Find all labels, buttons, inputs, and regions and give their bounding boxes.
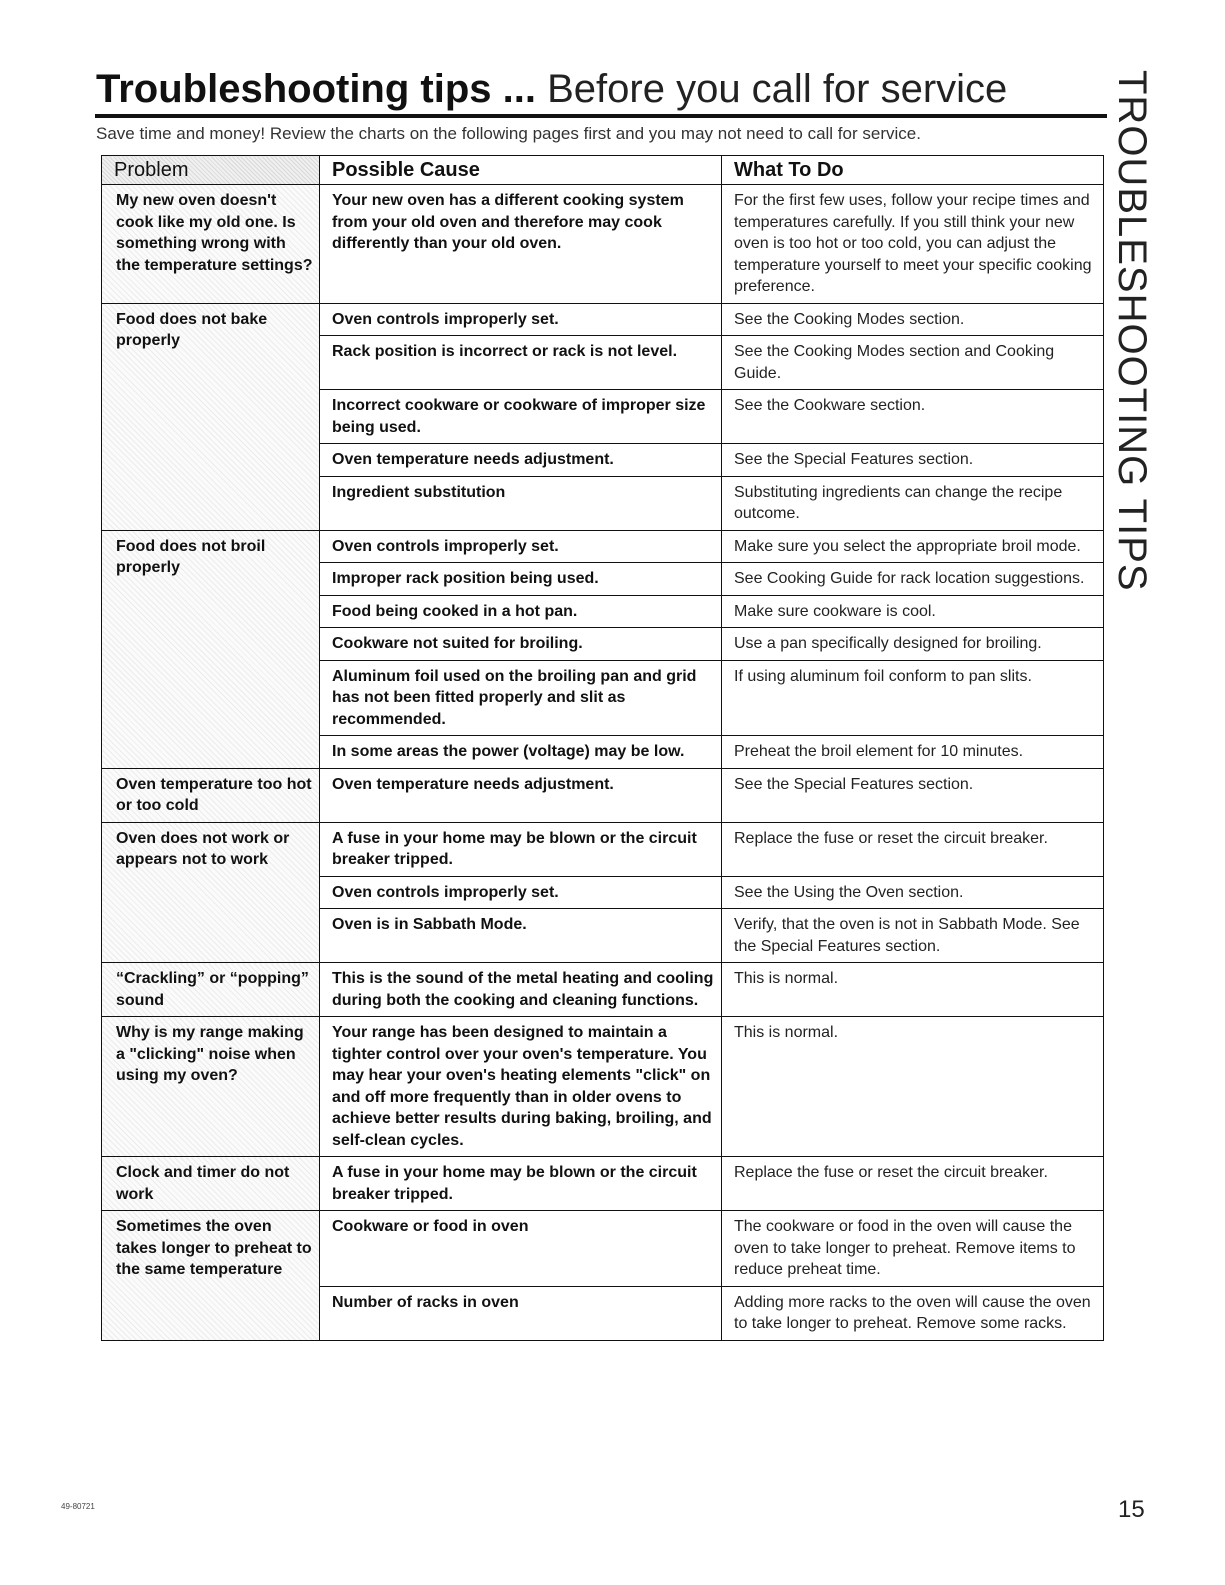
- cause-cell: Ingredient substitution: [320, 476, 722, 530]
- what-to-do-cell: Preheat the broil element for 10 minutes.: [722, 736, 1104, 769]
- cause-cell: Oven is in Sabbath Mode.: [320, 909, 722, 963]
- problem-cell: Food does not broil properly: [102, 530, 320, 768]
- problem-cell: Why is my range making a "clicking" noise when using my oven?: [102, 1017, 320, 1157]
- what-to-do-cell: See the Special Features section.: [722, 444, 1104, 477]
- what-to-do-cell: Use a pan specifically designed for broiling.: [722, 628, 1104, 661]
- what-to-do-cell: This is normal.: [722, 1017, 1104, 1157]
- what-to-do-cell: Replace the fuse or reset the circuit breaker.: [722, 822, 1104, 876]
- what-to-do-cell: For the first few uses, follow your recipe times and temperatures carefully. If you still think your new oven is too hot or too cold, you can adjust the temperature yourself to meet your specific cooking preference.: [722, 185, 1104, 304]
- table-row: [102, 1017, 1104, 1157]
- what-to-do-cell: See the Cookware section.: [722, 390, 1104, 444]
- table-row: [102, 1157, 1104, 1211]
- cause-cell: Oven controls improperly set.: [320, 303, 722, 336]
- what-to-do-cell: Verify, that the oven is not in Sabbath Mode. See the Special Features section.: [722, 909, 1104, 963]
- what-to-do-cell: Make sure cookware is cool.: [722, 595, 1104, 628]
- problem-cell: Food does not bake properly: [102, 303, 320, 530]
- cause-cell: Oven temperature needs adjustment.: [320, 768, 722, 822]
- cause-cell: Number of racks in oven: [320, 1286, 722, 1340]
- what-to-do-cell: See the Cooking Modes section.: [722, 303, 1104, 336]
- cause-cell: Cookware not suited for broiling.: [320, 628, 722, 661]
- what-to-do-cell: Make sure you select the appropriate broil mode.: [722, 530, 1104, 563]
- cause-cell: A fuse in your home may be blown or the circuit breaker tripped.: [320, 1157, 722, 1211]
- what-to-do-cell: See Cooking Guide for rack location suggestions.: [722, 563, 1104, 596]
- problem-cell: Sometimes the oven takes longer to preheat to the same temperature: [102, 1211, 320, 1341]
- what-to-do-cell: The cookware or food in the oven will cause the oven to take longer to preheat. Remove items to reduce preheat time.: [722, 1211, 1104, 1287]
- document-code: 49-80721: [61, 1502, 95, 1511]
- what-to-do-cell: Replace the fuse or reset the circuit breaker.: [722, 1157, 1104, 1211]
- title-rule: [95, 114, 1107, 118]
- cause-cell: In some areas the power (voltage) may be low.: [320, 736, 722, 769]
- side-tab: [1110, 70, 1176, 592]
- cause-cell: Rack position is incorrect or rack is not level.: [320, 336, 722, 390]
- cause-cell: Oven controls improperly set.: [320, 876, 722, 909]
- page-subtitle: Save time and money! Review the charts on the following pages first and you may not need to call for service.: [96, 124, 921, 143]
- problem-cell: My new oven doesn't cook like my old one. Is something wrong with the temperature settings?: [102, 185, 320, 304]
- cause-cell: Aluminum foil used on the broiling pan and grid has not been fitted properly and slit as recommended.: [320, 660, 722, 736]
- problem-cell: Clock and timer do not work: [102, 1157, 320, 1211]
- cause-cell: Cookware or food in oven: [320, 1211, 722, 1287]
- problem-cell: Oven does not work or appears not to work: [102, 822, 320, 963]
- cause-cell: Incorrect cookware or cookware of improper size being used.: [320, 390, 722, 444]
- problem-cell: Oven temperature too hot or too cold: [102, 768, 320, 822]
- header-possible-cause: Possible Cause: [320, 156, 722, 185]
- table-row: [102, 1211, 1104, 1287]
- header-what-to-do: What To Do: [722, 156, 1104, 185]
- table-row: [102, 303, 1104, 336]
- what-to-do-cell: See the Using the Oven section.: [722, 876, 1104, 909]
- table-row: [102, 185, 1104, 304]
- table-row: [102, 768, 1104, 822]
- table-row: [102, 963, 1104, 1017]
- table-header-row: [102, 156, 1104, 185]
- cause-cell: Food being cooked in a hot pan.: [320, 595, 722, 628]
- header-problem: Problem: [102, 156, 320, 185]
- table-row: [102, 530, 1104, 563]
- cause-cell: Oven temperature needs adjustment.: [320, 444, 722, 477]
- cause-cell: Your new oven has a different cooking system from your old oven and therefore may cook differently than your old oven.: [320, 185, 722, 304]
- side-tab-label: TROUBLESHOOTING TIPS: [1110, 70, 1154, 592]
- table-row: [102, 822, 1104, 876]
- what-to-do-cell: If using aluminum foil conform to pan slits.: [722, 660, 1104, 736]
- cause-cell: A fuse in your home may be blown or the circuit breaker tripped.: [320, 822, 722, 876]
- what-to-do-cell: See the Cooking Modes section and Cooking Guide.: [722, 336, 1104, 390]
- what-to-do-cell: This is normal.: [722, 963, 1104, 1017]
- what-to-do-cell: Substituting ingredients can change the recipe outcome.: [722, 476, 1104, 530]
- cause-cell: Your range has been designed to maintain a tighter control over your oven's temperature. You may hear your oven's heating elements "click" on and off more frequently than in older ovens to achieve better results during baking, broiling, and self-clean cycles.: [320, 1017, 722, 1157]
- table-body: [102, 185, 1104, 1341]
- page-number: 15: [1118, 1496, 1145, 1523]
- what-to-do-cell: See the Special Features section.: [722, 768, 1104, 822]
- page-title: Troubleshooting tips ... Before you call for service: [96, 67, 1008, 111]
- problem-cell: “Crackling” or “popping” sound: [102, 963, 320, 1017]
- what-to-do-cell: Adding more racks to the oven will cause the oven to take longer to preheat. Remove some racks.: [722, 1286, 1104, 1340]
- cause-cell: Oven controls improperly set.: [320, 530, 722, 563]
- cause-cell: This is the sound of the metal heating and cooling during both the cooking and cleaning functions.: [320, 963, 722, 1017]
- cause-cell: Improper rack position being used.: [320, 563, 722, 596]
- troubleshooting-table: [101, 155, 1104, 1341]
